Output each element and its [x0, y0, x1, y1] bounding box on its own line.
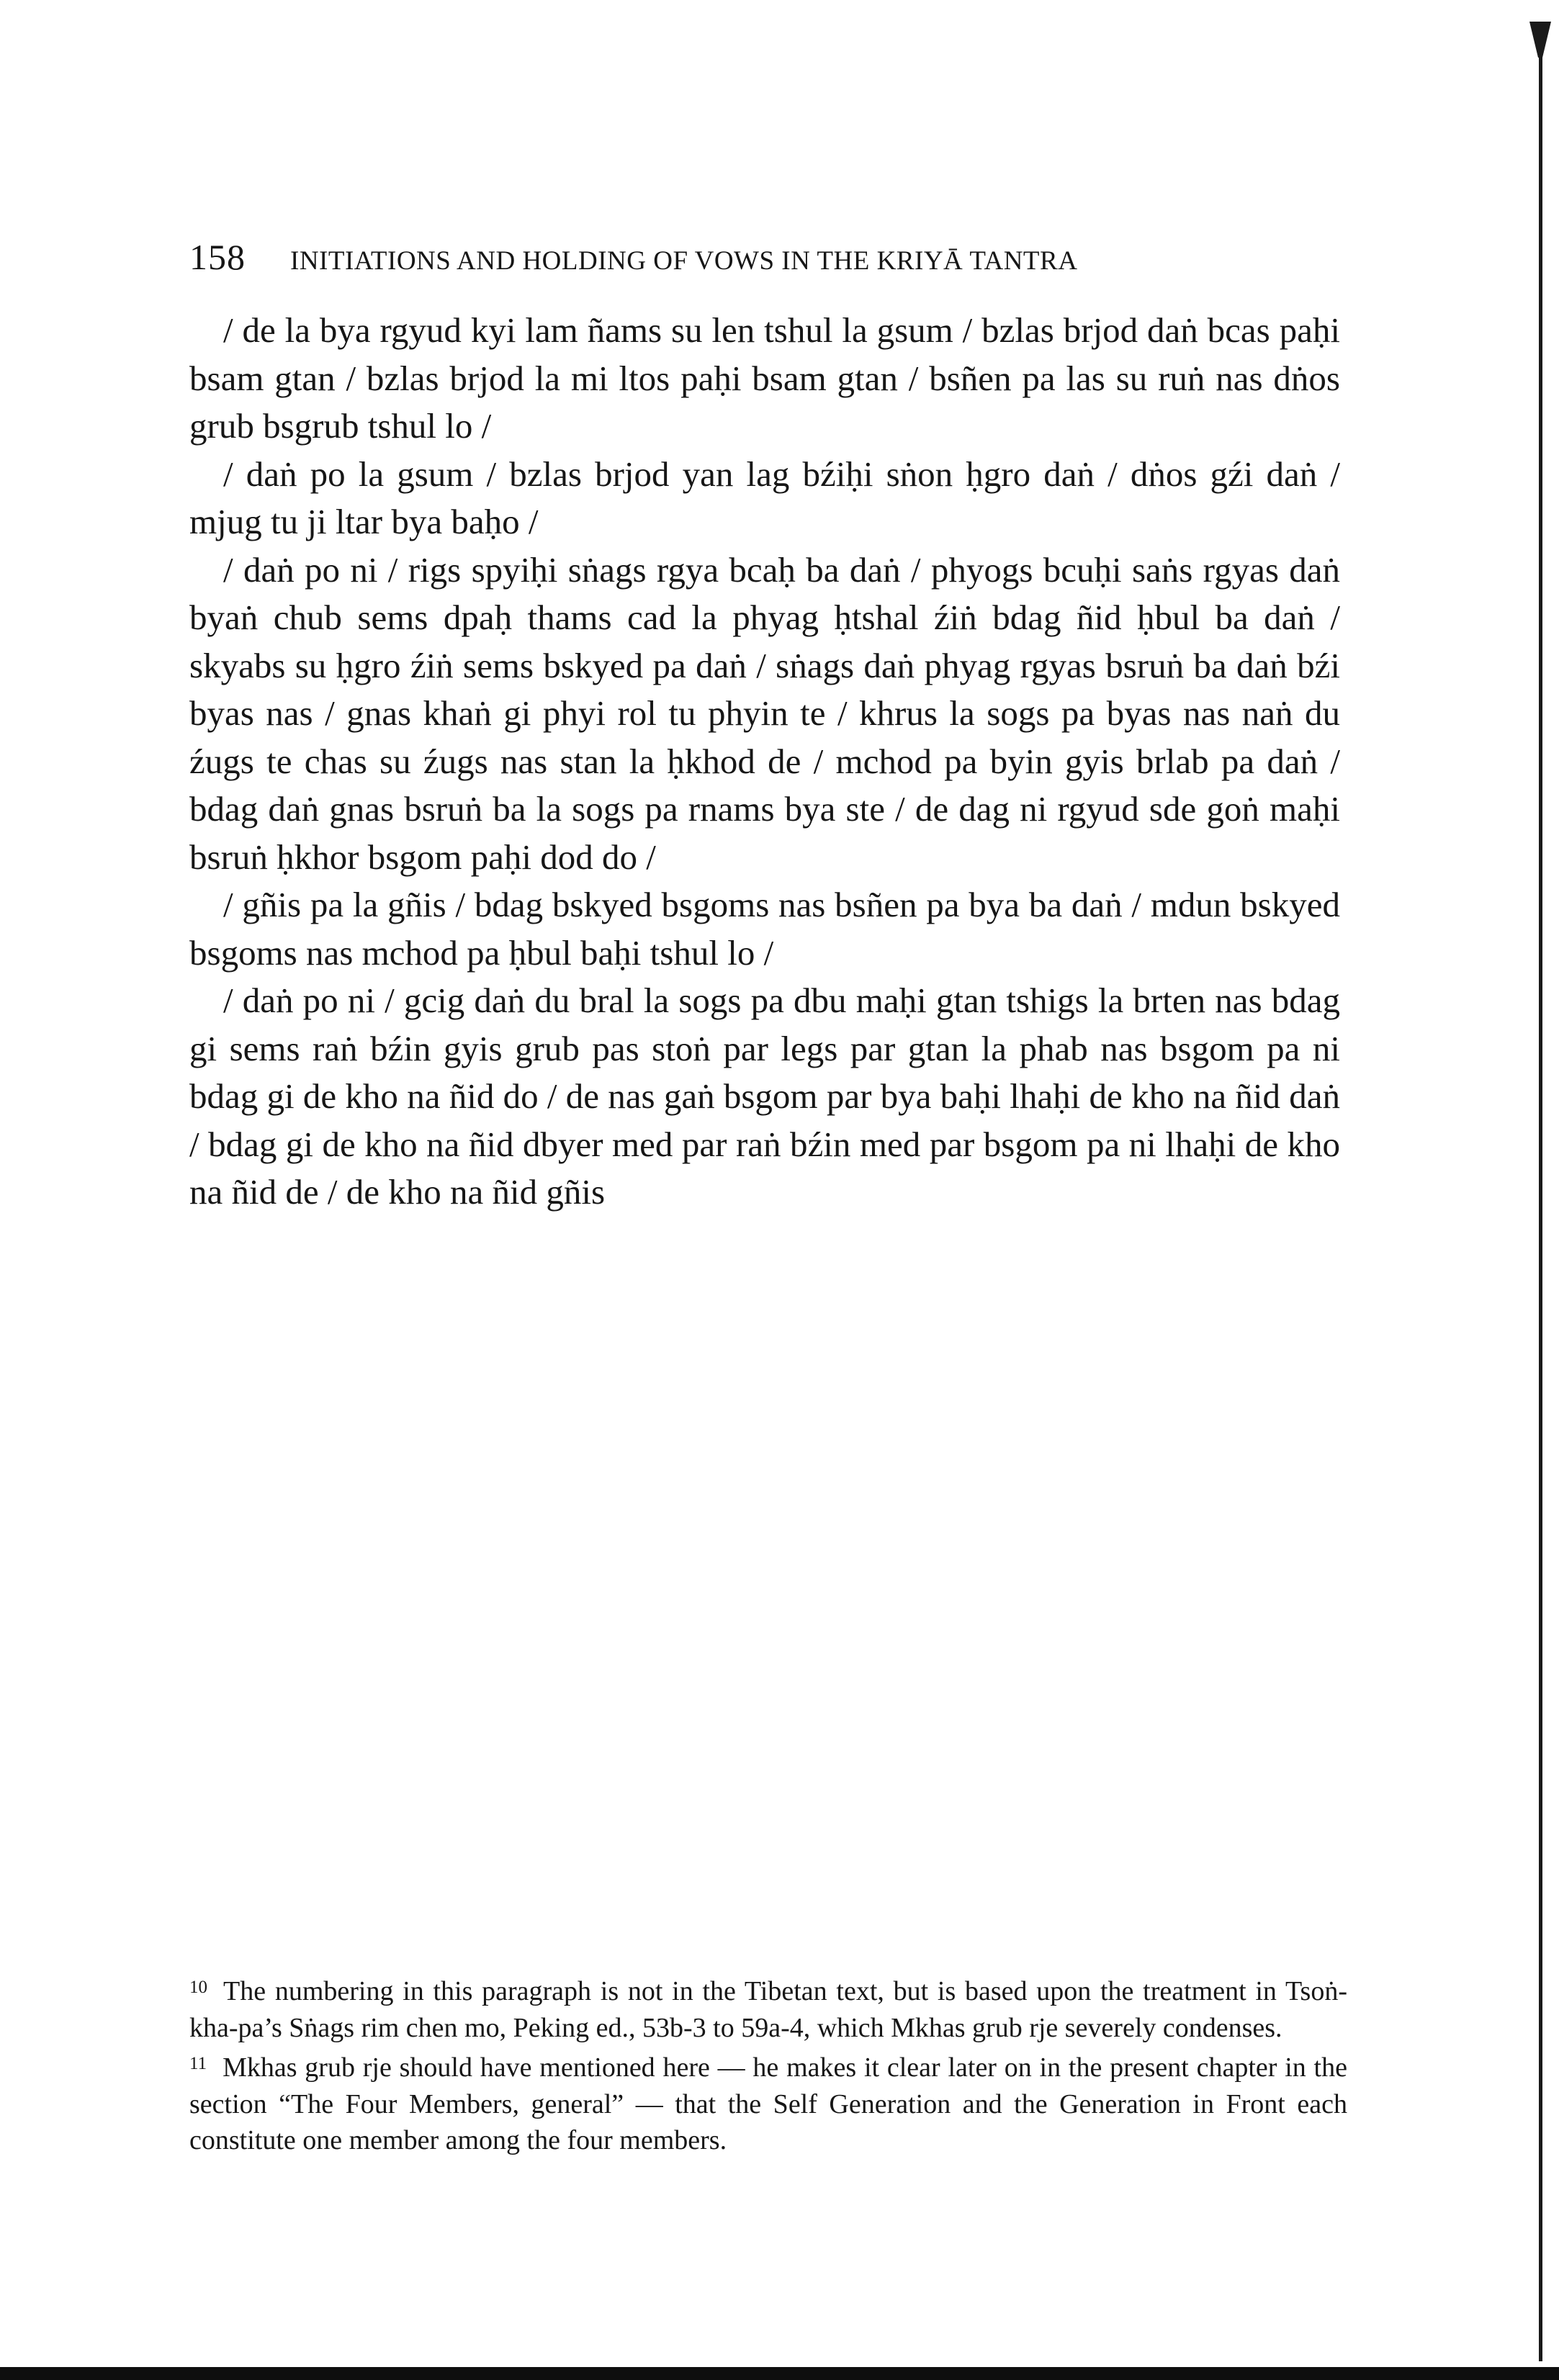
paragraph: / daṅ po la gsum / bzlas brjod yan lag bźiḥi sṅon ḥgro daṅ / dṅos gźi daṅ / mjug tu ji ltar bya baḥo /	[189, 454, 1340, 541]
footnote-text: Mkhas grub rje should have mentioned here — he makes it clear later on in the present chapter in the section “The Four Members, general” — that the Self Generation and the Generation in Front each constitute one member among the four members.	[189, 2052, 1347, 2155]
footnote	[189, 1970, 1347, 2046]
footnote-mark: 10	[189, 1978, 207, 1997]
paragraph: / daṅ po ni / rigs spyiḥi sṅags rgya bcaḥ ba daṅ / phyogs bcuḥi saṅs rgyas daṅ byaṅ chub sems dpaḥ thams cad la phyag ḥtshal źiṅ bdag ñid ḥbul ba daṅ / skyabs su ḥgro źiṅ sems bskyed pa daṅ / sṅags daṅ phyag rgyas bsruṅ ba daṅ bźi byas nas / gnas khaṅ gi phyi rol tu phyin te / khrus la sogs pa byas nas naṅ du źugs te chas su źugs nas stan la ḥkhod de / mchod pa byin gyis brlab pa daṅ / bdag daṅ gnas bsruṅ ba la sogs pa rnams bya ste / de dag ni rgyud sde goṅ maḥi bsruṅ ḥkhor bsgom paḥi dod do /	[189, 549, 1340, 877]
page-number: 158	[189, 237, 246, 277]
page-edge-line	[1539, 29, 1542, 2361]
running-head	[189, 236, 1342, 294]
body-text	[189, 307, 1340, 1217]
footnotes	[189, 1970, 1347, 2159]
scan-bottom-border	[0, 2367, 1559, 2380]
paragraph: / de la bya rgyud kyi lam ñams su len tshul la gsum / bzlas brjod daṅ bcas paḥi bsam gtan / bzlas brjod la mi ltos paḥi bsam gtan / bsñen pa las su ruṅ nas dṅos grub bsgrub tshul lo /	[189, 310, 1340, 446]
footnote-text: The numbering in this paragraph is not in the Tibetan text, but is based upon the treatment in Tsoṅ-kha-pa’s Sṅags rim chen mo, Peking ed., 53b-3 to 59a-4, which Mkhas grub rje severely condenses.	[189, 1976, 1347, 2043]
footnote	[189, 2046, 1347, 2159]
running-title: INITIATIONS AND HOLDING OF VOWS IN THE KRIYĀ TANTRA	[290, 246, 1078, 276]
paragraph: / gñis pa la gñis / bdag bskyed bsgoms nas bsñen pa bya ba daṅ / mdun bskyed bsgoms nas mchod pa ḥbul baḥi tshul lo /	[189, 885, 1340, 973]
paragraph: / daṅ po ni / gcig daṅ du bral la sogs pa dbu maḥi gtan tshigs la brten nas bdag gi sems raṅ bźin gyis grub pas stoṅ par legs par gtan la phab nas bsgom pa ni bdag gi de kho na ñid do / de nas gaṅ bsgom par bya baḥi lhaḥi de kho na ñid daṅ / bdag gi de kho na ñid dbyer med par raṅ bźin med par bsgom pa ni lhaḥi de kho na ñid de / de kho na ñid gñis	[189, 981, 1340, 1212]
footnote-mark: 11	[189, 2054, 207, 2073]
